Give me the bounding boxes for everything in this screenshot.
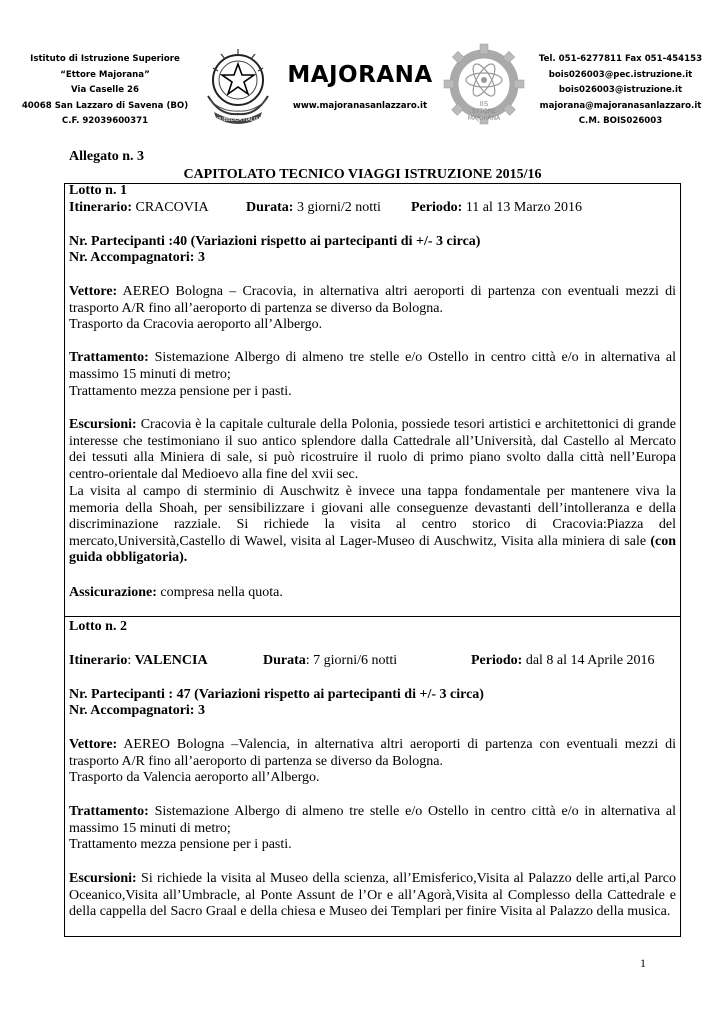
carrier-transfer: Trasporto da Valencia aeroporto all’Albergo. xyxy=(69,770,320,785)
school-info-line: C.F. 92039600371 xyxy=(61,116,149,126)
excursions-text: Cracovia è la capitale culturale della Polonia, possiede tesori artistici e architettonici di grande interesse che testimoniano il suo antico splendore dalla Cattedrale all’Università, dal Castello al Mercato dei tessuti alla Miniera di sale, si può ricostruire il ruolo di primo piano svolto dalla città nell’Europa centro-orientale dal Medioevo alla fine del xvii sec. xyxy=(69,417,676,482)
contact-code: C.M. BOIS026003 xyxy=(578,116,663,126)
carrier-transfer: Trasporto da Cracovia aeroporto all’Albergo. xyxy=(69,317,323,332)
period-value: 11 al 13 Marzo 2016 xyxy=(462,200,582,215)
excursions-section xyxy=(69,417,676,483)
excursions-text: La visita al campo di sterminio di Auschwitz è invece una tappa fondamentale per mantenere viva la memoria della Shoah, per sensibilizzare i giovani alle conseguenze devastanti dell’intolleranza e della discriminazione razziale. Si richiede la visita al centro storico di Cracovia:Piazza del mercato,Università,Castello di Wawel, visita al Lager-Museo di Auschwitz, Visita alla miniera di sale xyxy=(69,484,676,549)
contact-email[interactable]: majorana@majoranasanlazzaro.it xyxy=(539,100,702,111)
contact-email[interactable]: bois026003@istruzione.it xyxy=(558,85,683,95)
excursions-label: Escursioni: xyxy=(69,871,137,886)
logo-text: IIS xyxy=(479,100,489,108)
school-info-line: “Ettore Majorana” xyxy=(60,69,150,80)
insurance-label: Assicurazione: xyxy=(69,585,157,600)
school-brand: MAJORANA xyxy=(287,62,433,88)
participants: Nr. Partecipanti : 47 (Variazioni rispetto ai partecipanti di +/- 3 circa) xyxy=(69,687,484,702)
table-divider xyxy=(64,616,681,617)
lot-1-title: Lotto n. 1 xyxy=(69,183,127,198)
carrier-section xyxy=(69,284,676,317)
meal-plan: Trattamento mezza pensione per i pasti. xyxy=(69,837,292,852)
accommodation-section xyxy=(69,350,676,383)
insurance-text: compresa nella quota. xyxy=(156,585,283,600)
excursions-label: Escursioni: xyxy=(69,417,137,432)
itinerary-value: CRACOVIA xyxy=(131,200,209,215)
meal-plan: Trattamento mezza pensione per i pasti. xyxy=(69,384,292,399)
chaperones: Nr. Accompagnatori: 3 xyxy=(69,703,205,718)
accommodation-text: Sistemazione Albergo di almeno tre stelle e/o Ostello in centro città e/o in alternativa al massimo 15 minuti di metro; xyxy=(69,350,676,382)
insurance-section xyxy=(69,585,676,602)
itinerary-value: VALENCIA xyxy=(134,653,208,668)
accommodation-label: Trattamento: xyxy=(69,804,149,819)
duration-value: : 7 giorni/6 notti xyxy=(305,653,398,668)
document-title: CAPITOLATO TECNICO VIAGGI ISTRUZIONE 2015/16 xyxy=(183,167,542,182)
school-info-line: Via Caselle 26 xyxy=(71,85,139,95)
logo-text: ETTORE xyxy=(472,108,496,115)
excursions-text: Si richiede la visita al Museo della scienza, all’Emisferico,Visita al Palazzo delle arti,al Parco Oceanico,Visita all’Umbracle, al Ponte Assunt de l’Or e all’Agorà,Visita al Complesso della Cattedrale e della cappella del Sacro Graal e della chiesa e Museo dei Templari per finire Visita al Palazzo della musica. xyxy=(69,871,676,920)
itinerary-label: Itinerario: xyxy=(69,200,132,215)
school-info-line: 40068 San Lazzaro di Savena (BO) xyxy=(21,100,189,111)
excursions-paragraph xyxy=(69,484,676,567)
period-label: Periodo: xyxy=(411,200,463,215)
carrier-text: AEREO Bologna – Cracovia, in alternativa altri aeroporti di partenza con eventuali mezzi di trasporto A/R fino all’aeroporto di partenza se diverso da Bologna. xyxy=(69,284,676,316)
carrier-text: AEREO Bologna –Valencia, in alternativa altri aeroporti di partenza con eventuali mezzi di trasporto A/R fino all’aeroporto di partenza se diverso da Bologna. xyxy=(69,737,676,769)
guide-required: (con guida obbligatoria). xyxy=(69,533,676,566)
itinerary-label: Itinerario xyxy=(69,653,128,668)
accommodation-label: Trattamento: xyxy=(69,350,149,365)
school-info-line: Istituto di Istruzione Superiore xyxy=(30,54,180,64)
contact-info xyxy=(528,52,713,130)
duration-label: Durata xyxy=(263,653,306,668)
accommodation-section xyxy=(69,804,676,837)
italian-republic-emblem xyxy=(200,44,276,124)
chaperones: Nr. Accompagnatori: 3 xyxy=(69,250,205,265)
carrier-label: Vettore: xyxy=(69,284,118,299)
participants: Nr. Partecipanti :40 (Variazioni rispetto ai partecipanti di +/- 3 circa) xyxy=(69,234,481,249)
attachment-label: Allegato n. 3 xyxy=(69,149,145,164)
contact-phone: Tel. 051-6277811 Fax 051-454153 xyxy=(538,54,703,64)
period-value: dal 8 al 14 Aprile 2016 xyxy=(522,653,655,668)
accommodation-text: Sistemazione Albergo di almeno tre stelle e/o Ostello in centro città e/o in alternativa al massimo 15 minuti di metro; xyxy=(69,804,676,836)
period-label: Periodo: xyxy=(471,653,523,668)
website-link[interactable]: www.majoranasanlazzaro.it xyxy=(292,101,428,111)
contact-pec-email[interactable]: bois026003@pec.istruzione.it xyxy=(548,69,693,80)
seal-text: REPUBBLICA ITALIANA xyxy=(210,117,266,123)
carrier-section xyxy=(69,737,676,770)
school-info xyxy=(20,52,190,130)
page-number: 1 xyxy=(640,956,646,970)
school-gear-logo xyxy=(443,42,525,126)
duration-value: 3 giorni/2 notti xyxy=(293,200,381,215)
logo-text: MAJORANA xyxy=(467,115,501,122)
itinerary-separator: : xyxy=(127,653,135,668)
excursions-section xyxy=(69,871,676,921)
carrier-label: Vettore: xyxy=(69,737,118,752)
duration-label: Durata: xyxy=(246,200,294,215)
lot-2-title: Lotto n. 2 xyxy=(69,619,127,634)
